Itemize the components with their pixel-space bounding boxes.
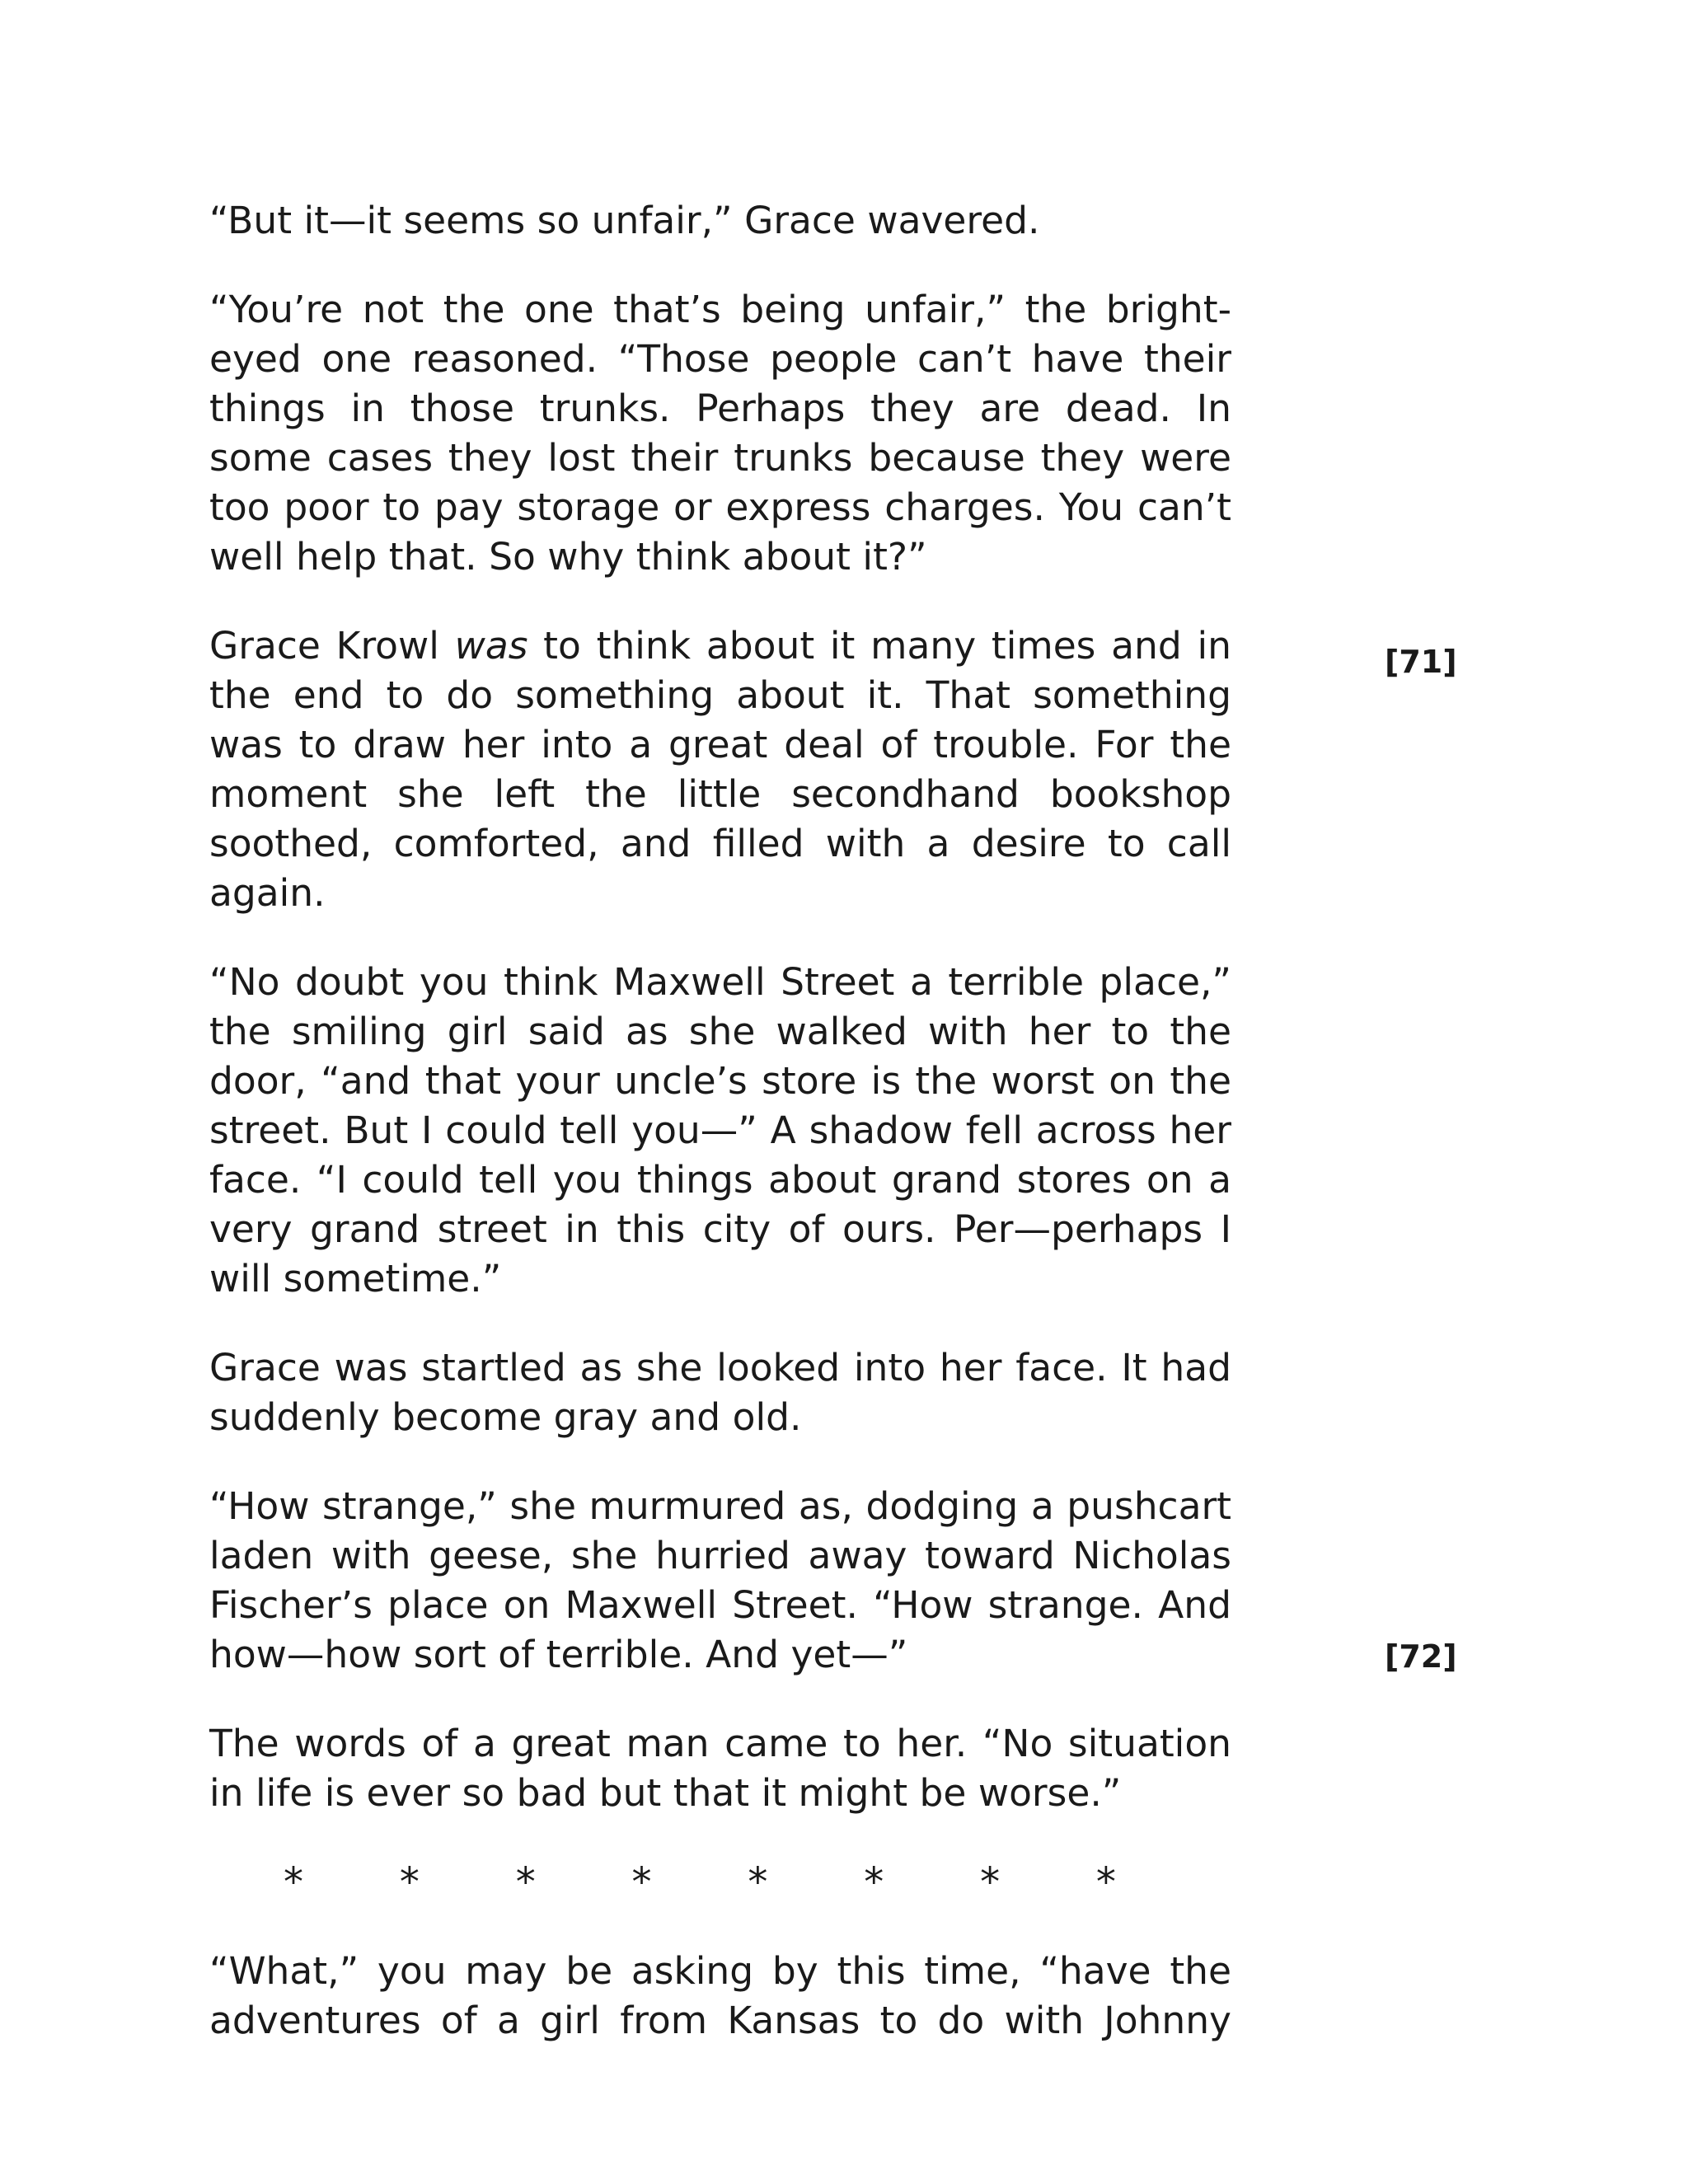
- separator-asterisk: *: [631, 1859, 652, 1905]
- paragraph-5: Grace was startled as she looked into her face. It had suddenly become gray and old.: [209, 1346, 1231, 1439]
- emphasis-was: was: [454, 624, 528, 668]
- separator-asterisk: *: [284, 1859, 303, 1905]
- page-number-71: [71]: [1385, 644, 1457, 680]
- separator-asterisk: *: [1095, 1859, 1116, 1905]
- final-paragraph: “What,” you may be asking by this time, “have the adventures of a girl from Kansas to do with Johnny: [209, 1949, 1231, 2042]
- paragraph-1: “But it—it seems so unfair,” Grace wavered.: [209, 199, 1040, 242]
- text-column: [209, 196, 1231, 2085]
- separator-asterisk: *: [399, 1859, 420, 1905]
- separator-asterisk: *: [515, 1859, 536, 1905]
- paragraph-2: “You’re not the one that’s being unfair,” the bright-eyed one reasoned. “Those people can’t have their things in those trunks. Perhaps they are dead. In some cases they lost their trunks because they were too poor to pay storage or express charges. You can’t well help that. So why think about it?”: [209, 288, 1231, 579]
- separator-asterisk: *: [748, 1859, 768, 1905]
- separator-asterisk: *: [864, 1859, 884, 1905]
- paragraph-3: [209, 621, 1231, 918]
- paragraph-7: The words of a great man came to her. “No situation in life is ever so bad but that it might be worse.”: [209, 1722, 1231, 1815]
- paragraph-6: “How strange,” she murmured as, dodging a pushcart laden with geese, she hurried away toward Nicholas Fischer’s place on Maxwell Street. “How strange. And how—how sort of terrible. And yet—”: [209, 1484, 1231, 1676]
- paragraph-3-start: Grace Krowl: [209, 624, 455, 668]
- paragraph-3-end: to think about it many times and in the end to do something about it. That something was to draw her into a great deal of trouble. For the moment she left the little secondhand bookshop soothed, comforted, and filled with a desire to call again.: [209, 624, 1231, 915]
- page-number-72: [72]: [1385, 1638, 1457, 1675]
- section-separator: [284, 1858, 1116, 1907]
- paragraph-4: “No doubt you think Maxwell Street a terrible place,” the smiling girl said as she walked with her to the door, “and that your uncle’s store is the worst on the street. But I could tell you—” A shadow fell across her face. “I could tell you things about grand stores on a very grand street in this city of ours. Per—perhaps I will sometime.”: [209, 960, 1231, 1301]
- separator-asterisk: *: [980, 1859, 1001, 1905]
